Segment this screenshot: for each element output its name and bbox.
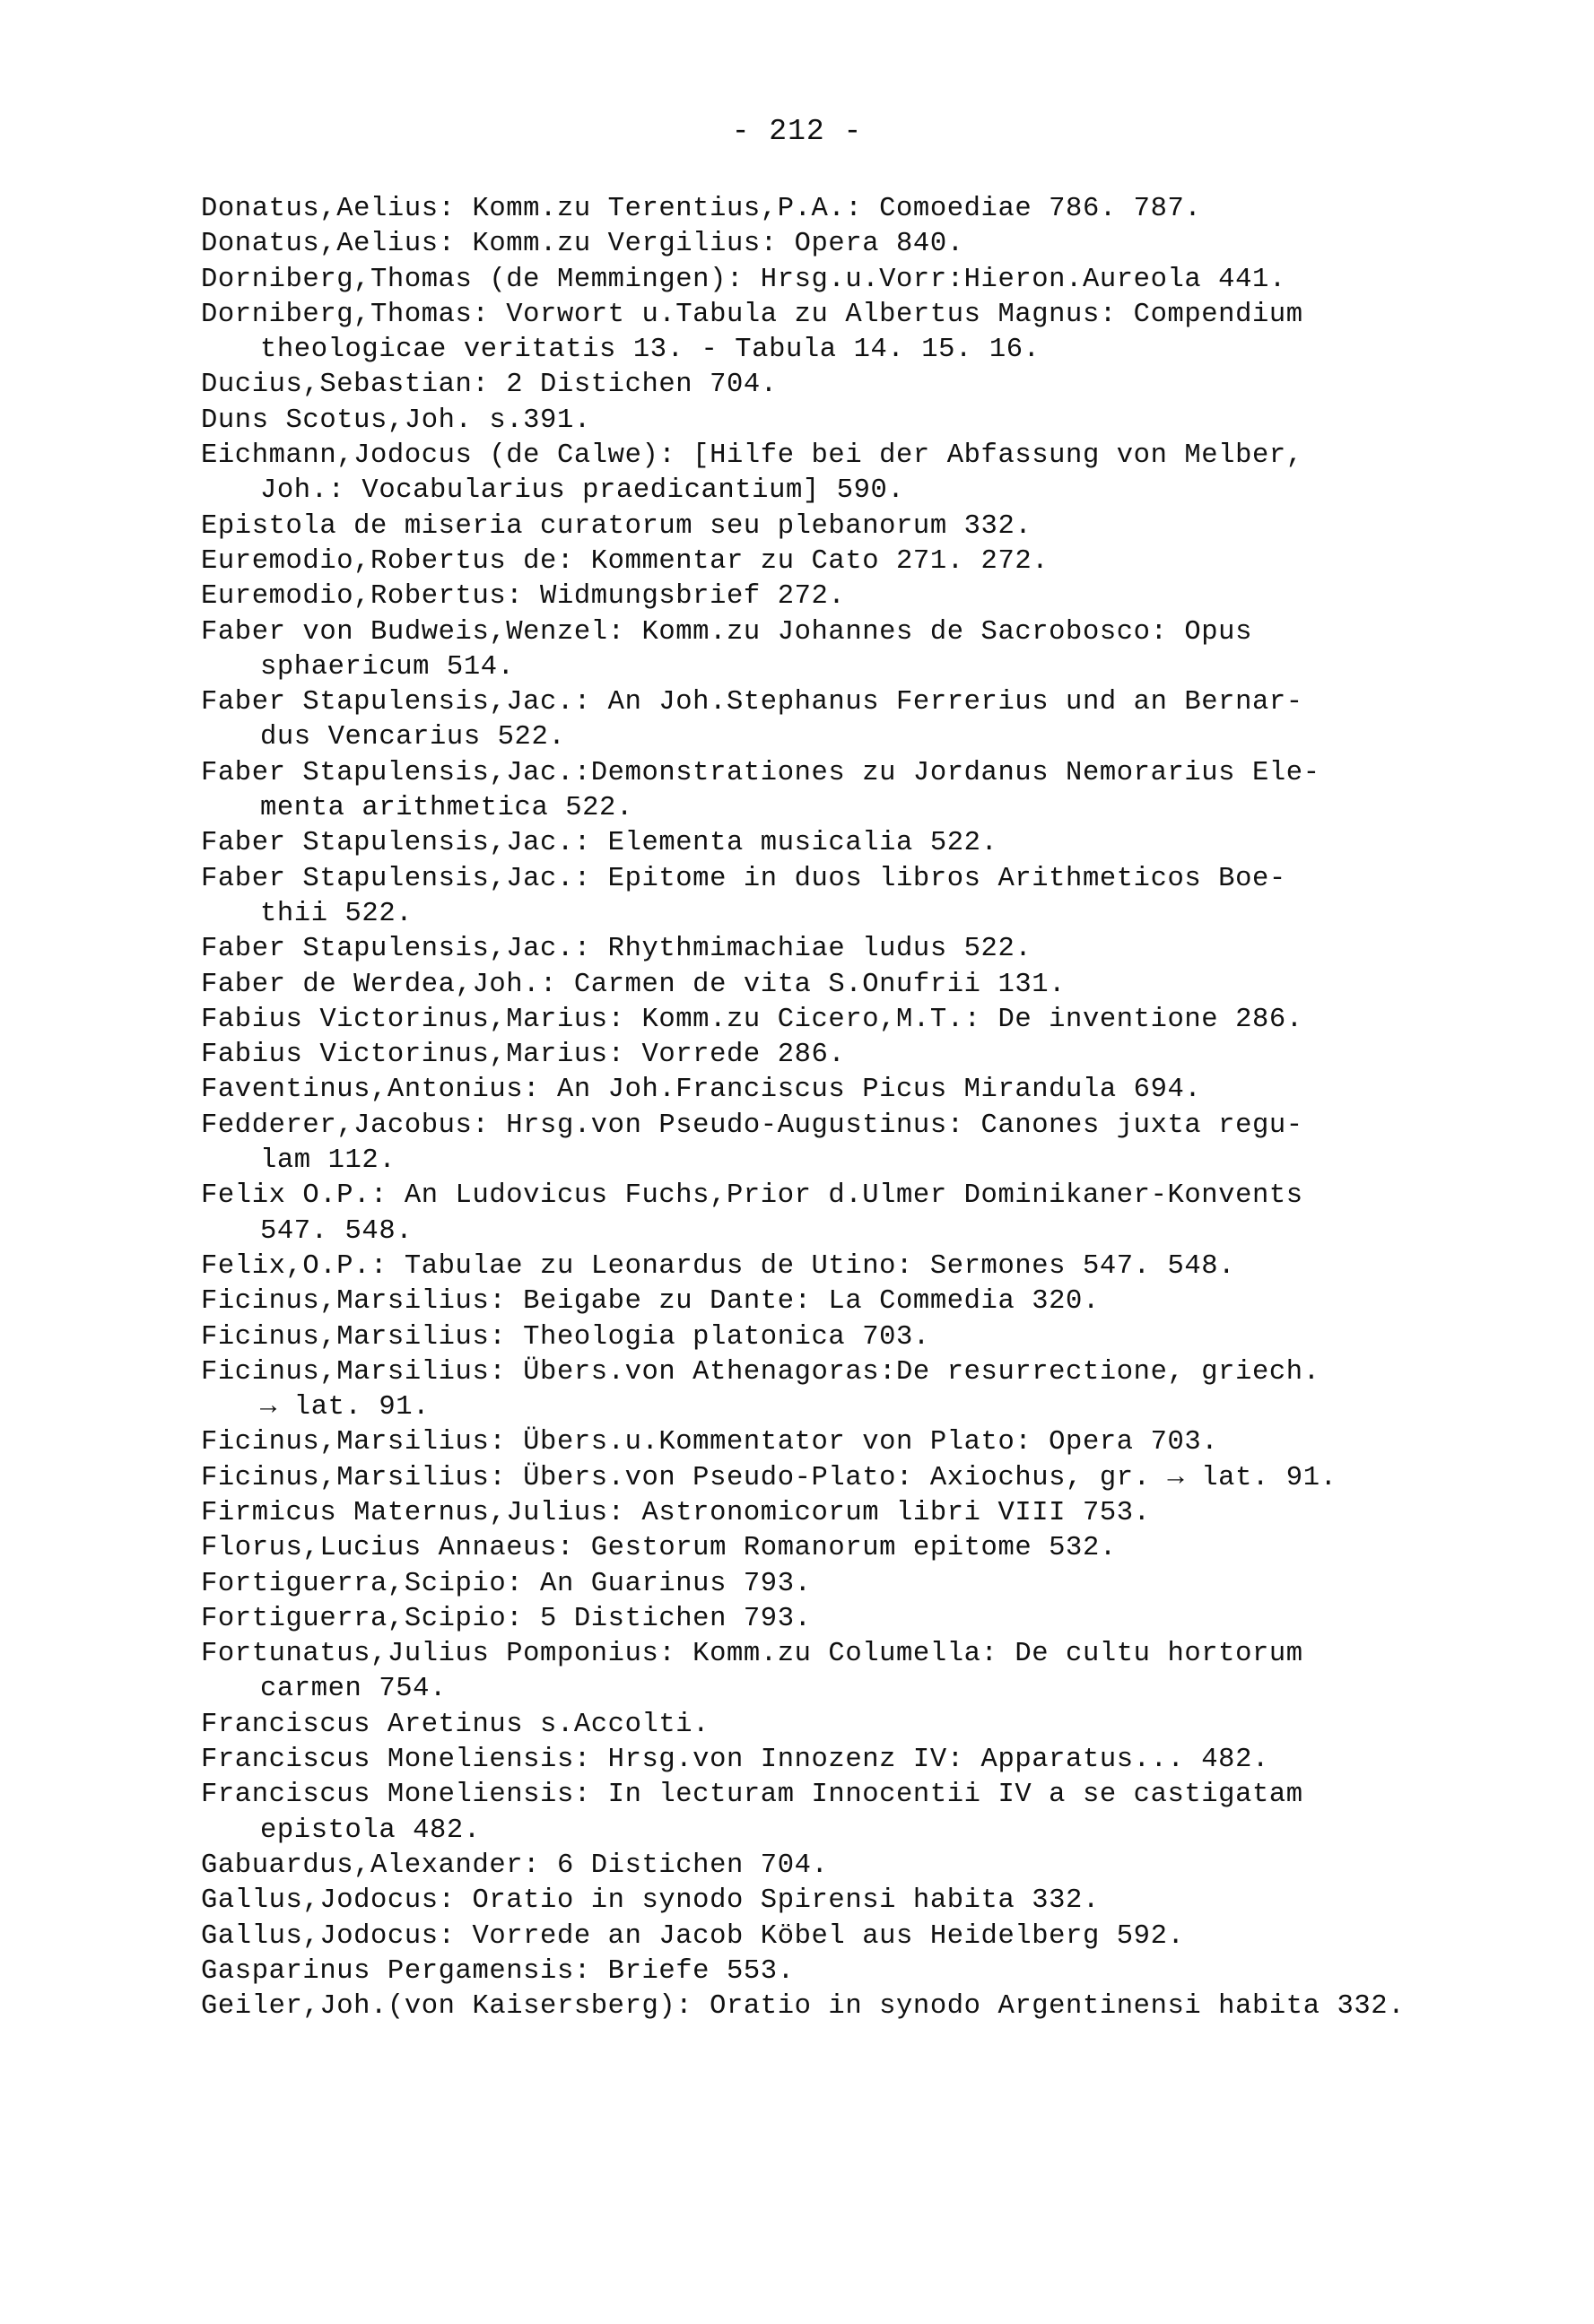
index-entry <box>201 192 1497 227</box>
index-entry-text: Felix O.P.: An Ludovicus Fuchs,Prior d.Ulmer Dominikaner-Konvents <box>201 1180 1303 1212</box>
index-entry-continuation: lam 112. <box>260 1145 396 1177</box>
index-entry <box>201 1003 1497 1038</box>
index-entry-text: Faber Stapulensis,Jac.: An Joh.Stephanus Ferrerius und an Bernar- <box>201 687 1303 718</box>
index-entry <box>201 1567 1497 1602</box>
index-entry-text: Faber Stapulensis,Jac.: Epitome in duos libros Arithmeticos Boe- <box>201 863 1286 894</box>
index-entry <box>201 1919 1497 1954</box>
index-entry <box>201 968 1497 1003</box>
index-entry-text: Dorniberg,Thomas (de Memmingen): Hrsg.u.Vorr:Hieron.Aureola 441. <box>201 264 1286 295</box>
index-entry-text: Eichmann,Jodocus (de Calwe): [Hilfe bei der Abfassung von Melber, <box>201 440 1303 472</box>
index-entry <box>201 1320 1497 1355</box>
index-entry-continuation: dus Vencarius 522. <box>260 722 566 753</box>
index-entry <box>201 404 1497 439</box>
index-entry-text: Gallus,Jodocus: Vorrede an Jacob Köbel aus Heidelberg 592. <box>201 1920 1185 1952</box>
index-entry-continuation: carmen 754. <box>260 1674 447 1705</box>
index-entry-text: Franciscus Moneliensis: In lecturam Innocentii IV a se castigatam <box>201 1780 1303 1811</box>
index-entry-text: Ficinus,Marsilius: Übers.von Pseudo-Plato: Axiochus, gr. → lat. 91. <box>201 1462 1337 1493</box>
index-entry-text: Ficinus,Marsilius: Übers.von Athenagoras:De resurrectione, griech. <box>201 1356 1320 1388</box>
index-entry-text: Faber Stapulensis,Jac.: Rhythmimachiae ludus 522. <box>201 934 1032 965</box>
index-entry-text: Euremodio,Robertus: Widmungsbrief 272. <box>201 581 846 613</box>
index-entry-text: Faber de Werdea,Joh.: Carmen de vita S.Onufrii 131. <box>201 969 1067 1000</box>
index-entry-text: Fortiguerra,Scipio: 5 Distichen 793. <box>201 1603 812 1634</box>
index-entry <box>201 1989 1497 2024</box>
index-entry-text: Fabius Victorinus,Marius: Vorrede 286. <box>201 1040 846 1071</box>
index-entry <box>201 826 1497 861</box>
index-entry <box>201 1602 1497 1637</box>
index-entry-continuation: Joh.: Vocabularius praedicantium] 590. <box>260 475 905 507</box>
index-entry-text: Ficinus,Marsilius: Beigabe zu Dante: La Commedia 320. <box>201 1286 1100 1318</box>
index-entry <box>201 1461 1497 1496</box>
index-entry-text: Donatus,Aelius: Komm.zu Terentius,P.A.: Comoediae 786. 787. <box>201 194 1202 224</box>
index-entry <box>201 1425 1497 1460</box>
index-entry <box>201 544 1497 579</box>
index-entry-continuation: thii 522. <box>260 898 414 929</box>
index-entry <box>201 579 1497 614</box>
index-entry <box>201 1284 1497 1319</box>
index-entry-text: Donatus,Aelius: Komm.zu Vergilius: Opera 840. <box>201 229 964 260</box>
index-entry-text: Fortunatus,Julius Pomponius: Komm.zu Columella: De cultu hortorum <box>201 1639 1303 1670</box>
index-entry-continuation: menta arithmetica 522. <box>260 793 633 824</box>
index-entry-text: Geiler,Joh.(von Kaisersberg): Oratio in synodo Argentinensi habita 332. <box>201 1991 1406 2023</box>
index-entry <box>201 1179 1497 1249</box>
index-entry-text: Franciscus Aretinus s.Accolti. <box>201 1709 710 1740</box>
index-entry-text: Duns Scotus,Joh. s.391. <box>201 405 591 436</box>
index-entry <box>201 298 1497 369</box>
index-entry-text: Epistola de miseria curatorum seu plebanorum 332. <box>201 510 1032 542</box>
index-entry <box>201 1038 1497 1073</box>
index-entry <box>201 263 1497 298</box>
index-entry <box>201 1884 1497 1919</box>
index-entry-text: Dorniberg,Thomas: Vorwort u.Tabula zu Albertus Magnus: Compendium <box>201 299 1303 330</box>
index-entry <box>201 227 1497 262</box>
index-entry <box>201 1109 1497 1179</box>
index-entry <box>201 1249 1497 1284</box>
index-entry-continuation: epistola 482. <box>260 1815 481 1846</box>
index-entry-text: Fabius Victorinus,Marius: Komm.zu Cicero,M.T.: De inventione 286. <box>201 1004 1303 1035</box>
index-entry-continuation: sphaericum 514. <box>260 651 515 683</box>
index-entry-text: Faber Stapulensis,Jac.: Elementa musicalia 522. <box>201 828 998 859</box>
index-entry <box>201 862 1497 933</box>
index-entry-text: Fortiguerra,Scipio: An Guarinus 793. <box>201 1568 812 1599</box>
index-entry-text: Firmicus Maternus,Julius: Astronomicorum libri VIII 753. <box>201 1497 1151 1528</box>
index-entry <box>201 368 1497 403</box>
index-entry-continuation: 547. 548. <box>260 1215 414 1247</box>
index-entry <box>201 509 1497 544</box>
index-entry-text: Ficinus,Marsilius: Theologia platonica 703. <box>201 1321 930 1353</box>
index-entry <box>201 756 1497 827</box>
page-number: - 212 - <box>731 115 863 148</box>
index-entry <box>201 615 1497 686</box>
index-entry <box>201 1849 1497 1884</box>
index-entry-text: Ficinus,Marsilius: Übers.u.Kommentator von Plato: Opera 703. <box>201 1427 1219 1458</box>
index-entry-continuation: → lat. 91. <box>260 1392 431 1423</box>
index-entry <box>201 1954 1497 1989</box>
index-entry-text: Faber von Budweis,Wenzel: Komm.zu Johannes de Sacrobosco: Opus <box>201 616 1252 648</box>
index-entry <box>201 932 1497 967</box>
index-entry-text: Faber Stapulensis,Jac.:Demonstrationes zu Jordanus Nemorarius Ele- <box>201 757 1320 788</box>
index-entry <box>201 1496 1497 1531</box>
index-entry <box>201 1708 1497 1743</box>
index-entry-text: Gallus,Jodocus: Oratio in synodo Spirensi habita 332. <box>201 1885 1100 1917</box>
index-entry-text: Ducius,Sebastian: 2 Distichen 704. <box>201 370 778 401</box>
index-entry-text: Florus,Lucius Annaeus: Gestorum Romanorum epitome 532. <box>201 1533 1117 1564</box>
index-entry <box>201 1637 1497 1708</box>
index-entry <box>201 685 1497 756</box>
index-entry <box>201 1355 1497 1426</box>
index-entry-text: Faventinus,Antonius: An Joh.Franciscus Picus Mirandula 694. <box>201 1075 1202 1106</box>
index-entry-text: Felix,O.P.: Tabulae zu Leonardus de Utino: Sermones 547. 548. <box>201 1250 1236 1282</box>
index-entry-list <box>201 192 1497 2024</box>
index-entry-text: Gasparinus Pergamensis: Briefe 553. <box>201 1955 795 1987</box>
index-entry <box>201 1743 1497 1778</box>
index-entry-text: Gabuardus,Alexander: 6 Distichen 704. <box>201 1850 829 1881</box>
index-entry <box>201 439 1497 509</box>
index-entry-continuation: theologicae veritatis 13. - Tabula 14. 15. 16. <box>260 335 1041 366</box>
index-entry-text: Fedderer,Jacobus: Hrsg.von Pseudo-Augustinus: Canones juxta regu- <box>201 1110 1303 1141</box>
index-entry-text: Euremodio,Robertus de: Kommentar zu Cato 271. 272. <box>201 545 1050 577</box>
index-entry <box>201 1778 1497 1849</box>
index-entry <box>201 1531 1497 1566</box>
index-entry <box>201 1073 1497 1108</box>
index-entry-text: Franciscus Moneliensis: Hrsg.von Innozenz IV: Apparatus... 482. <box>201 1745 1269 1776</box>
